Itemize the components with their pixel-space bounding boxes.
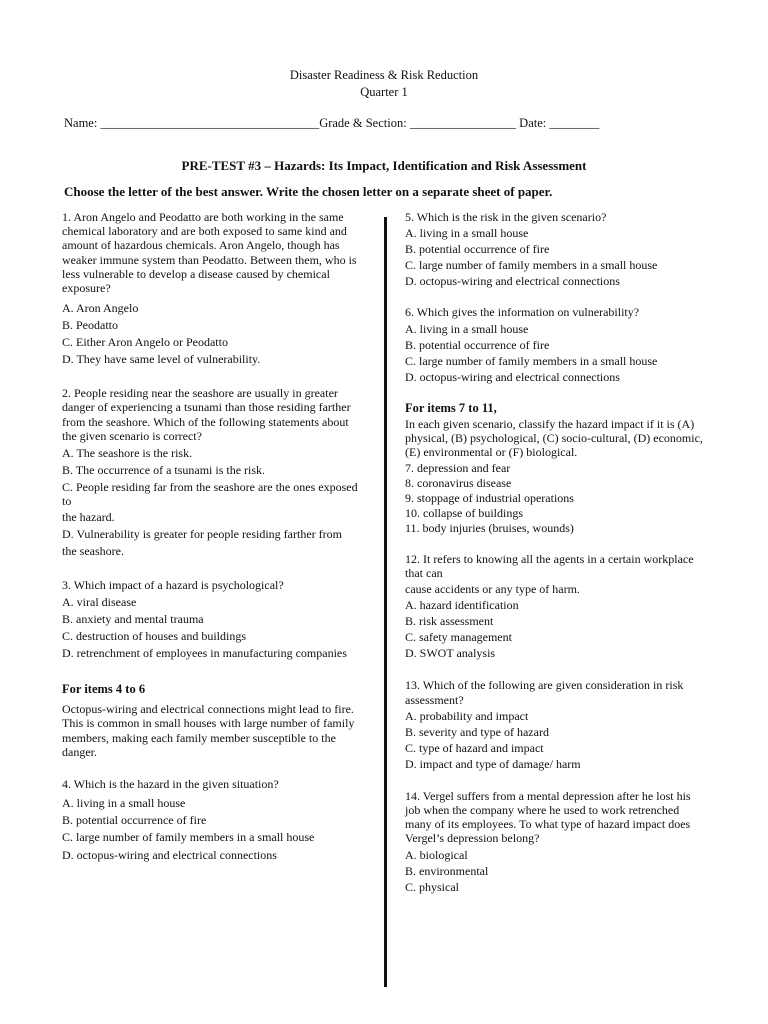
option: A. probability and impact xyxy=(405,708,529,723)
option: D. Vulnerability is greater for people residing farther from xyxy=(62,527,342,542)
list-item: 10. collapse of buildings xyxy=(405,505,523,520)
question-4 xyxy=(62,777,360,861)
option: C. Either Aron Angelo or Peodatto xyxy=(62,335,228,350)
option: C. safety management xyxy=(405,630,512,645)
question-stem: 1. Aron Angelo and Peodatto are both working in the same chemical laboratory and are both exposed to same kind and amount of hazardous chemicals. Aron Angelo, though has weaker immune system than Peodatto. Between them, who is less vulnerable to develop a disease caused by chemical exposure? xyxy=(62,210,357,296)
option: B. potential occurrence of fire xyxy=(62,813,207,828)
option: B. potential occurrence of fire xyxy=(405,242,550,257)
option: D. impact and type of damage/ harm xyxy=(405,756,581,771)
question-13 xyxy=(405,678,705,770)
question-stem-continued: cause accidents or any type of harm. xyxy=(405,582,580,597)
list-item: 11. body injuries (bruises, wounds) xyxy=(405,520,574,535)
option: D. octopus-wiring and electrical connections xyxy=(405,274,620,289)
option: D. They have same level of vulnerability. xyxy=(62,352,261,367)
option: A. biological xyxy=(405,847,468,862)
option: B. potential occurrence of fire xyxy=(405,337,550,352)
option: A. living in a small house xyxy=(405,321,529,336)
list-item: 7. depression and fear xyxy=(405,460,511,475)
option: B. anxiety and mental trauma xyxy=(62,611,204,626)
question-stem: 14. Vergel suffers from a mental depression after he lost his job when the company where he used to work retrenched many of its employees. To what type of hazard impact does Vergel’s depression belong? xyxy=(405,788,691,846)
items-4-6-block xyxy=(62,682,360,759)
scenario-instructions: In each given scenario, classify the hazard impact if it is (A) physical, (B) psychological, (C) socio-cultural, (D) economic, (E) environmental or (F) biological. xyxy=(405,416,703,460)
question-stem: 13. Which of the following are given consideration in risk assessment? xyxy=(405,678,684,707)
option: A. viral disease xyxy=(62,594,137,609)
question-stem: 3. Which impact of a hazard is psychological? xyxy=(62,577,284,592)
option: C. People residing far from the seashore are the ones exposed to xyxy=(62,480,358,509)
question-2 xyxy=(62,386,360,557)
option: C. destruction of houses and buildings xyxy=(62,628,246,643)
option: D. retrenchment of employees in manufacturing companies xyxy=(62,645,347,660)
section-heading: For items 7 to 11, xyxy=(405,400,497,415)
instructions: Choose the letter of the best answer. Write the chosen letter on a separate sheet of paper. xyxy=(64,184,553,199)
question-stem: 5. Which is the risk in the given scenario? xyxy=(405,210,607,224)
option: A. The seashore is the risk. xyxy=(62,446,193,461)
option: B. severity and type of hazard xyxy=(405,724,549,739)
option: B. risk assessment xyxy=(405,614,494,629)
test-title: PRE-TEST #3 – Hazards: Its Impact, Identification and Risk Assessment xyxy=(181,158,587,173)
option: A. Aron Angelo xyxy=(62,301,139,316)
option: the hazard. xyxy=(62,510,115,525)
option: C. large number of family members in a small house xyxy=(405,258,658,273)
course-title: Disaster Readiness & Risk Reduction xyxy=(289,68,479,82)
question-stem: 12. It refers to knowing all the agents in a certain workplace that can xyxy=(405,551,694,580)
option: A. living in a small house xyxy=(405,226,529,241)
option: D. SWOT analysis xyxy=(405,646,496,661)
question-stem: 2. People residing near the seashore are usually in greater danger of experiencing a tsunami than those residing farther from the seashore. Which of the following statements about the given scenario is correct? xyxy=(62,386,351,443)
question-stem: 4. Which is the hazard in the given situation? xyxy=(62,777,279,792)
question-1 xyxy=(62,210,360,366)
items-7-11-block xyxy=(405,401,705,536)
list-item: 8. coronavirus disease xyxy=(405,475,512,490)
option: A. hazard identification xyxy=(405,598,519,613)
option: C. physical xyxy=(405,879,459,894)
option: D. octopus-wiring and electrical connections xyxy=(405,369,620,384)
question-12 xyxy=(405,552,705,661)
right-column xyxy=(405,210,705,894)
quarter-label: Quarter 1 xyxy=(360,85,408,99)
option: B. The occurrence of a tsunami is the risk. xyxy=(62,463,266,478)
option: B. Peodatto xyxy=(62,318,118,333)
option: A. living in a small house xyxy=(62,796,186,811)
column-divider xyxy=(384,217,387,987)
question-stem: 6. Which gives the information on vulnerability? xyxy=(405,305,640,320)
option: C. large number of family members in a small house xyxy=(62,830,315,845)
question-14 xyxy=(405,789,705,894)
name-grade-date-line: Name: ___________________________________Grade & Section: _________________ Date: ________ xyxy=(64,116,600,130)
scenario-passage: Octopus-wiring and electrical connections might lead to fire. This is common in small houses with large number of family members, making each family member susceptible to the danger. xyxy=(62,702,355,759)
option: C. large number of family members in a small house xyxy=(405,353,658,368)
option: B. environmental xyxy=(405,863,489,878)
question-6 xyxy=(405,305,705,383)
question-5 xyxy=(405,210,705,288)
question-3 xyxy=(62,578,360,660)
left-column xyxy=(62,210,360,862)
option: the seashore. xyxy=(62,543,124,558)
list-item: 9. stoppage of industrial operations xyxy=(405,490,574,505)
option: D. octopus-wiring and electrical connections xyxy=(62,847,277,862)
section-heading: For items 4 to 6 xyxy=(62,682,146,697)
option: C. type of hazard and impact xyxy=(405,740,544,755)
